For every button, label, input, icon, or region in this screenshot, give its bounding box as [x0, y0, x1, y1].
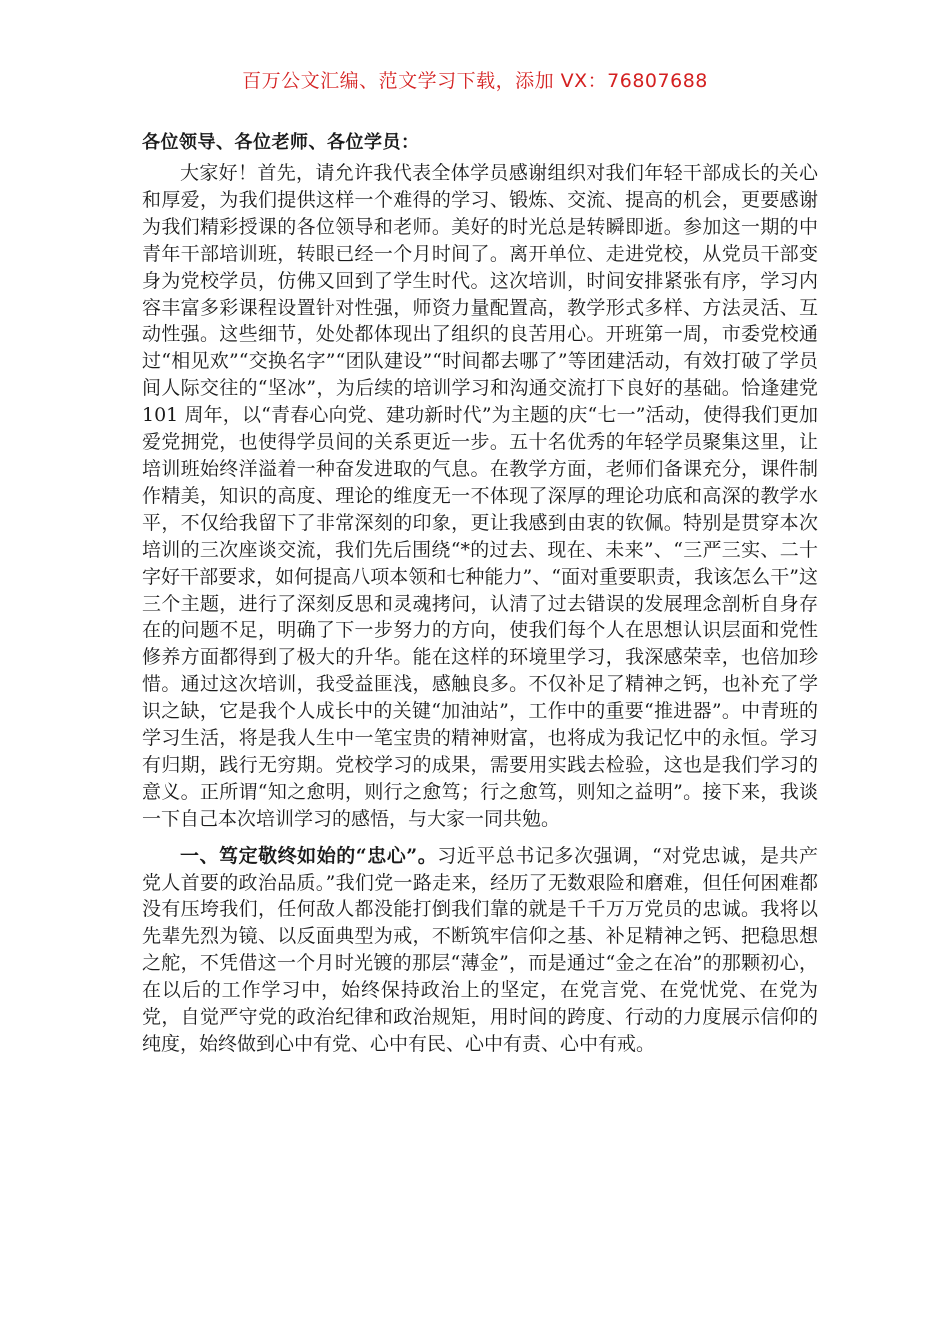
- paragraph-intro: [142, 160, 818, 833]
- document-body: [142, 160, 818, 1068]
- paragraph-intro-text: 大家好！首先，请允许我代表全体学员感谢组织对我们年轻干部成长的关心和厚爱，为我们提供这样一个难得的学习、锻炼、交流、提高的机会，更要感谢为我们精彩授课的各位领导和老师。美好的时光总是转瞬即逝。参加这一期的中青年干部培训班，转眼已经一个月时间了。离开单位、走进党校，从党员干部变身为党校学员，仿佛又回到了学生时代。这次培训，时间安排紧张有序，学习内容丰富多彩课程设置针对性强，师资力量配置高，教学形式多样、方法灵活、互动性强。这些细节，处处都体现出了组织的良苦用心。开班第一周，市委党校通过“相见欢”“交换名字”“团队建设”“时间都去哪了”等团建活动，有效打破了学员间人际交往的“坚冰”，为后续的培训学习和沟通交流打下良好的基础。恰逢建党 101 周年，以“青春心向党、建功新时代”为主题的庆“七一”活动，使得我们更加爱党拥党，也使得学员间的关系更近一步。五十名优秀的年轻学员聚集这里，让培训班始终洋溢着一种奋发进取的气息。在教学方面，老师们备课充分，课件制作精美，知识的高度、理论的维度无一不体现了深厚的理论功底和高深的教学水平，不仅给我留下了非常深刻的印象，更让我感到由衷的钦佩。特别是贯穿本次培训的三次座谈交流，我们先后围绕“*的过去、现在、未来”、“三严三实、二十字好干部要求，如何提高八项本领和七种能力”、“面对重要职责，我该怎么干”这三个主题，进行了深刻反思和灵魂拷问，认清了过去错误的发展理念剖析自身存在的问题不足，明确了下一步努力的方向，使我们每个人在思想认识层面和党性修养方面都得到了极大的升华。能在这样的环境里学习，我深感荣幸，也倍加珍惜。通过这次培训，我受益匪浅，感触良多。不仅补足了精神之钙，也补充了学识之缺，它是我个人成长中的关键“加油站”，工作中的重要“推进器”。中青班的学习生活，将是我人生中一笔宝贵的精神财富，也将成为我记忆中的永恒。学习有归期，践行无穷期。党校学习的成果，需要用实践去检验，这也是我们学习的意义。正所谓“知之愈明，则行之愈笃；行之愈笃，则知之益明”。接下来，我谈一下自己本次培训学习的感悟，与大家一同共勉。: [142, 162, 818, 830]
- section-1-text: 习近平总书记多次强调，“对党忠诚，是共产党人首要的政治品质。”我们党一路走来，经历了无数艰险和磨难，但任何困难都没有压垮我们，任何敌人都没能打倒我们靠的就是千千万万党员的忠诚。我将以先辈先烈为镜、以反面典型为戒，不断筑牢信仰之基、补足精神之钙、把稳思想之舵，不凭借这一个月时光镀的那层“薄金”，而是通过“金之在冶”的那颗初心，在以后的工作学习中，始终保持政治上的坚定，在党言党、在党忧党、在党为党，自觉严守党的政治纪律和政治规矩，用时间的跨度、行动的力度展示信仰的纯度，始终做到心中有党、心中有民、心中有责、心中有戒。: [142, 844, 818, 1055]
- header-watermark: 百万公文汇编、范文学习下载，添加 VX：76807688: [242, 70, 708, 92]
- paragraph-section-1: [142, 843, 818, 1058]
- section-1-heading: 一、笃定敬终如始的“忠心”。: [180, 844, 438, 867]
- salutation: 各位领导、各位老师、各位学员：: [142, 132, 420, 153]
